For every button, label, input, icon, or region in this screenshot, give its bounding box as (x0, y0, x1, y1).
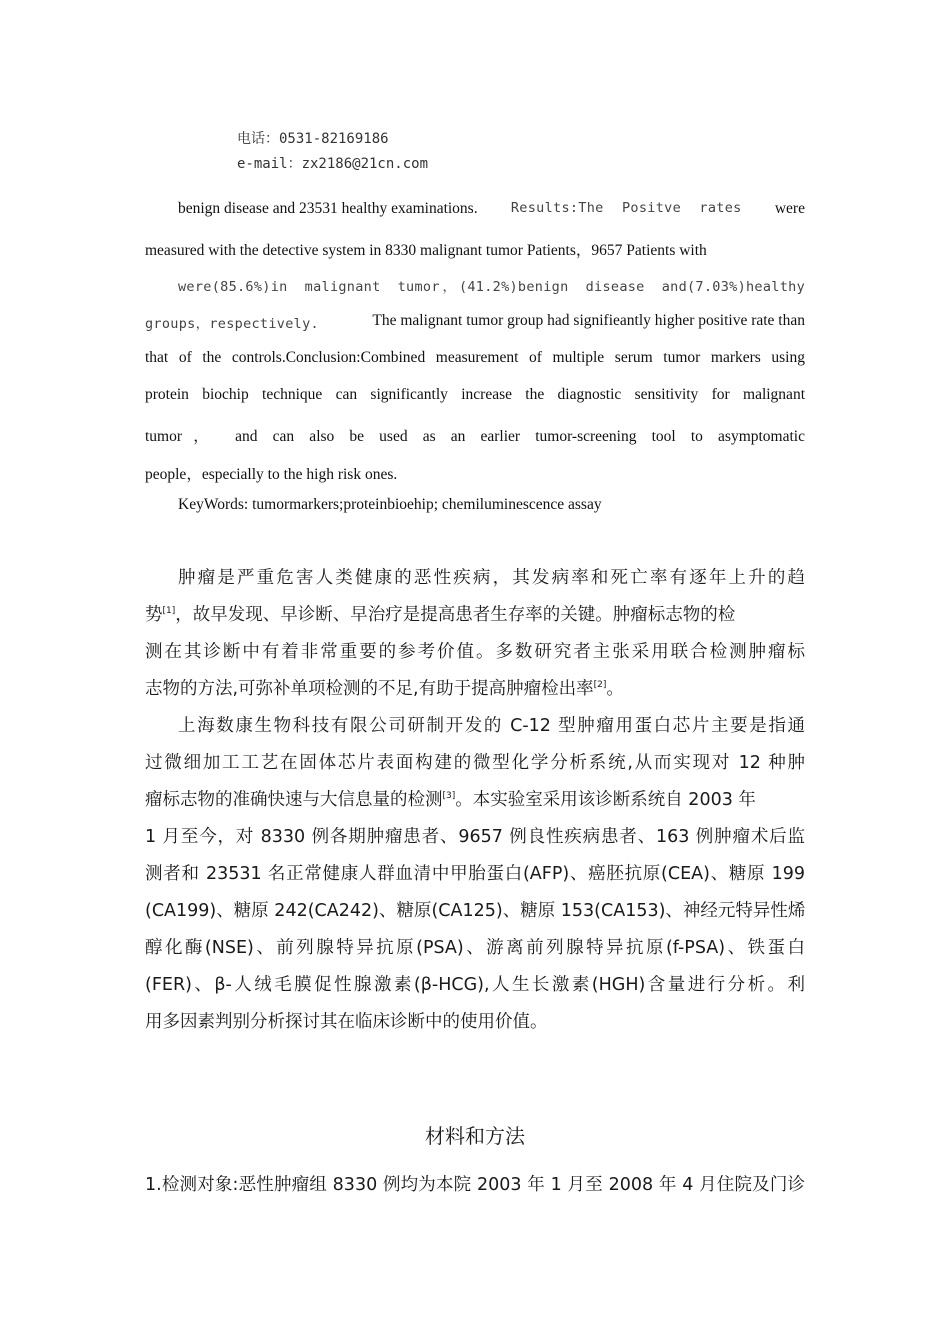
text-run: 势 (145, 605, 163, 625)
paragraph-line: 用多因素判别分析探讨其在临床诊断中的使用价值。 (145, 1012, 548, 1032)
contact-email: e-mail：zx2186@21cn.com (237, 156, 429, 172)
paragraph-line: (FER)、β-人绒毛膜促性腺激素(β-HCG),人生长激素(HGH)含量进行分析。利 (145, 975, 805, 995)
text-run: 。本实验室采用该诊断系统自 2003 年 (455, 790, 756, 810)
contact-phone: 电话：0531-82169186 (237, 131, 389, 147)
abstract-line: people，especially to the high risk ones. (145, 466, 398, 483)
text-run: 志物的方法,可弥补单项检测的不足,有助于提高肿瘤检出率 (145, 679, 594, 699)
abstract-line (145, 312, 805, 336)
section-heading: 材料和方法 (425, 1124, 525, 1148)
paragraph-line: 上海数康生物科技有限公司研制开发的 C-12 型肿瘤用蛋白芯片主要是指通 (178, 716, 805, 736)
abstract-line: were(85.6%)in malignant tumor，(41.2%)benign disease and(7.03%)healthy (178, 279, 805, 295)
paragraph-line: 醇化酶(NSE)、前列腺特异抗原(PSA)、游离前列腺特异抗原(f-PSA)、铁蛋白 (145, 938, 805, 958)
paragraph-line (145, 785, 805, 815)
paragraph-line: 测在其诊断中有着非常重要的参考价值。多数研究者主张采用联合检测肿瘤标 (145, 642, 805, 662)
citation-ref: [3] (442, 791, 456, 801)
paragraph-line: 1 月至今，对 8330 例各期肿瘤患者、9657 例良性疾病患者、163 例肿瘤术后监 (145, 827, 805, 847)
abstract-line (145, 200, 805, 224)
citation-ref: [1] (162, 606, 176, 616)
paragraph-line: (CA199)、糖原 242(CA242)、糖原(CA125)、糖原 153(CA153)、神经元特异性烯 (145, 901, 806, 921)
abstract-text: were (774, 200, 805, 217)
paragraph-line (145, 600, 805, 630)
abstract-line: measured with the detective system in 8330 malignant tumor Patients，9657 Patients with (145, 242, 707, 259)
paragraph-line (145, 674, 805, 704)
abstract-results: Results:The Positve rates (510, 200, 742, 216)
abstract-line: tumor， and can also be used as an earlier tumor-screening tool to asymptomatic (145, 428, 805, 445)
text-run: ，故早发现、早诊断、早治疗是提高患者生存率的关键。肿瘤标志物的检 (175, 605, 736, 625)
contact-block (237, 127, 428, 177)
text-run: 瘤标志物的准确快速与大信息量的检测 (145, 790, 443, 810)
abstract-line: protein biochip technique can significantly increase the diagnostic sensitivity for malignant (145, 386, 805, 403)
citation-ref: [2] (593, 680, 607, 690)
abstract-text: The malignant tumor group had signifieantly higher positive rate than (372, 312, 805, 329)
paragraph-line: 测者和 23531 名正常健康人群血清中甲胎蛋白(AFP)、癌胚抗原(CEA)、糖原 199 (145, 864, 805, 884)
abstract-line: that of the controls.Conclusion:Combined measurement of multiple serum tumor markers using (145, 349, 805, 366)
paragraph-line: 1.检测对象:恶性肿瘤组 8330 例均为本院 2003 年 1 月至 2008 年 4 月住院及门诊 (145, 1175, 805, 1195)
text-run: 。 (606, 679, 624, 699)
paragraph-line: 肿瘤是严重危害人类健康的恶性疾病，其发病率和死亡率有逐年上升的趋 (178, 568, 805, 588)
abstract-groups: groups，respectively. (145, 316, 319, 332)
paragraph-line: 过微细加工工艺在固体芯片表面构建的微型化学分析系统,从而实现对 12 种肿 (145, 753, 805, 773)
abstract-text: benign disease and 23531 healthy examinations. (178, 200, 478, 217)
keywords: KeyWords: tumormarkers;proteinbioehip; chemiluminescence assay (178, 496, 602, 513)
